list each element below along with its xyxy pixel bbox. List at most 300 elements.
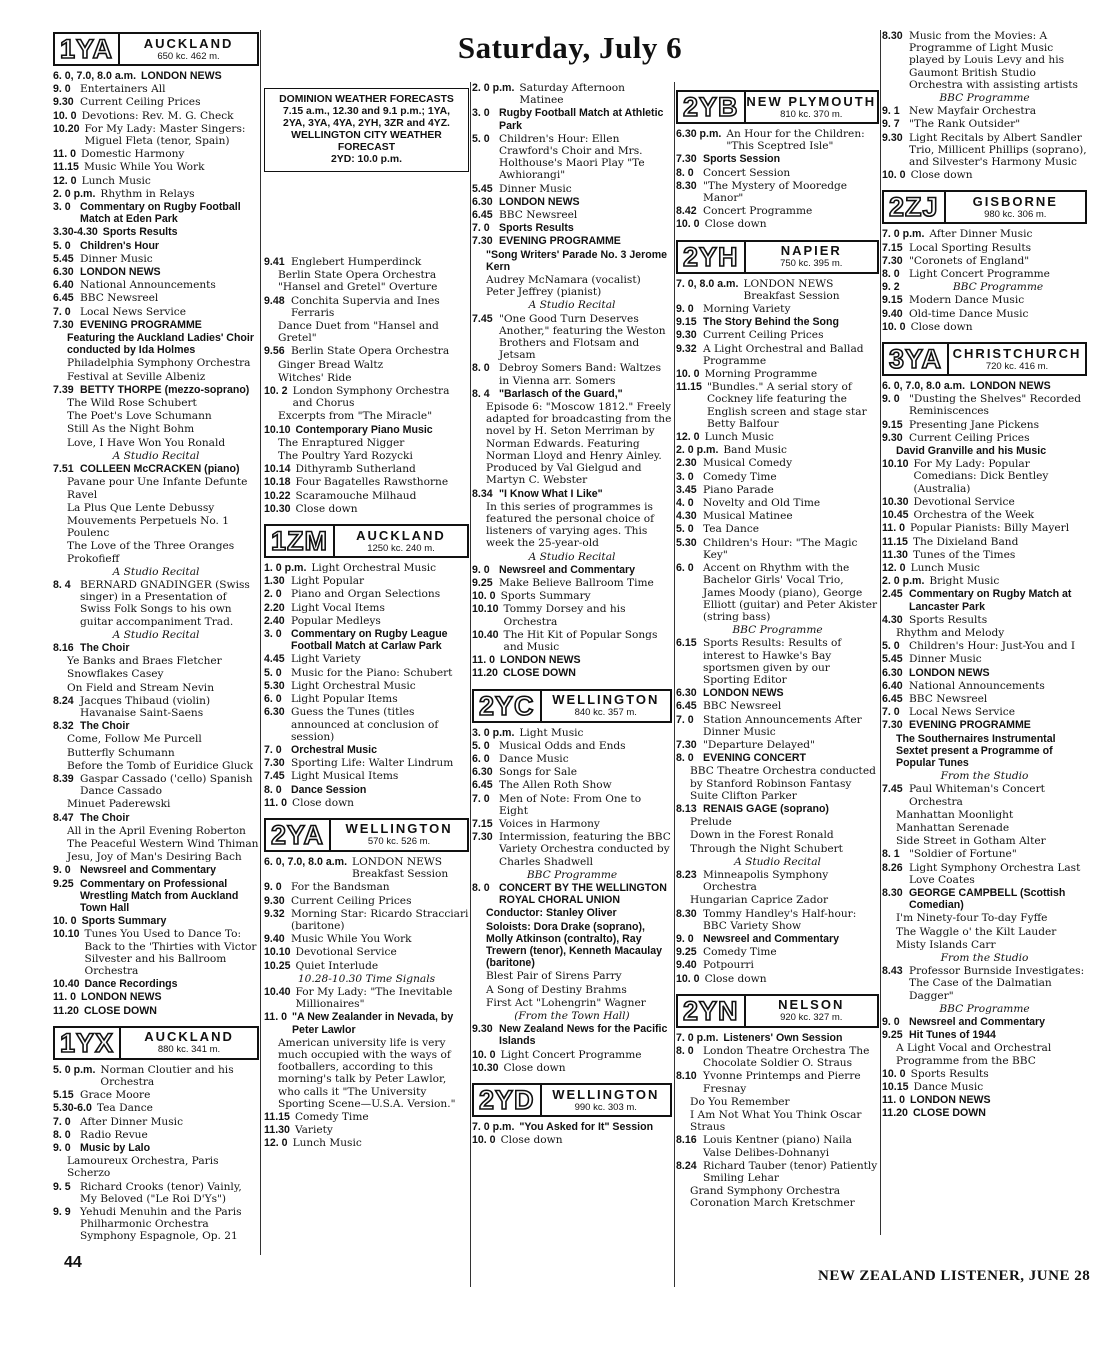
programme-time: 8.47 <box>53 811 74 824</box>
programme-title: Musical Odds and Ends <box>499 739 626 752</box>
programme-time: 2. 0 p.m. <box>882 575 925 588</box>
programme-title: Berlin State Opera Orchestra <box>291 345 450 358</box>
column-divider <box>470 82 471 1287</box>
programme-entry <box>472 590 672 602</box>
station-frequency: 650 kc. 462 m. <box>157 50 220 62</box>
column-1 <box>53 30 259 1260</box>
programme-title: Light Popular Items <box>291 693 398 706</box>
programme-title: Scaramouche Milhaud <box>295 489 417 502</box>
programme-entry <box>676 316 879 328</box>
programme-time: 11. 0 <box>882 522 905 535</box>
programme-time: 6. 0, 7.0, 8.0 a.m. <box>264 855 348 868</box>
station-callsign: 1ZM <box>266 526 335 556</box>
programme-time: 7.30 <box>53 318 74 331</box>
programme-entry <box>472 793 672 817</box>
programme-title: Debroy Somers Band: Waltzes in Vienna arr. Somers <box>499 362 662 387</box>
weather-line: DOMINION WEATHER FORECASTS <box>279 94 454 105</box>
programme-title: Saturday Afternoon Matinee <box>519 82 625 107</box>
programme-entry <box>264 359 469 371</box>
programme-entry <box>676 869 879 893</box>
programme-entry <box>676 687 879 699</box>
programme-entry <box>882 783 1087 807</box>
programme-entry <box>264 320 469 344</box>
programme-time: 9. 9 <box>53 1206 71 1219</box>
programme-time: 10. 0 <box>676 368 700 381</box>
programme-entry <box>882 912 1087 924</box>
programme-entry <box>472 299 672 311</box>
programme-title: BERNARD GNADINGER (Swiss singer) in a Presentation of Swiss Folk Songs to his own guitar accompaniment Trad. <box>80 578 250 628</box>
programme-title: EVENING PROGRAMME <box>499 235 621 248</box>
station-header <box>264 524 469 558</box>
programme-entry <box>676 973 879 985</box>
programme-entry <box>264 1111 469 1123</box>
programme-entry <box>264 490 469 502</box>
programme-time: 9. 0 <box>53 1142 71 1155</box>
programme-time: 6. 0 <box>472 752 490 765</box>
programme-entry <box>882 1029 1087 1041</box>
programme-entry <box>882 432 1087 444</box>
programme-title: EVENING CONCERT <box>703 752 807 765</box>
programme-title: Concert Session <box>703 166 791 179</box>
programme-time: 6.30 <box>882 666 903 679</box>
programme-entry <box>472 362 672 386</box>
programme-time: 3.45 <box>676 483 697 496</box>
programme-entry <box>676 562 879 623</box>
programme-entry <box>264 372 469 384</box>
programme-time: 8.24 <box>676 1159 697 1172</box>
programme-time: 8.26 <box>882 861 903 874</box>
programme-time: 6.30 <box>53 266 74 279</box>
programme-title: The Story Behind the Song <box>703 316 839 329</box>
programme-entry <box>472 1049 672 1061</box>
programme-title: National Announcements <box>909 679 1045 692</box>
column-4 <box>676 88 879 1238</box>
programme-entry <box>882 496 1087 508</box>
programme-time: 7.30 <box>882 719 903 732</box>
programme-time: 9.25 <box>53 877 74 890</box>
programme-title: Mouvements Perpetuels No. 1 Poulenc <box>67 514 230 540</box>
station-city: WELLINGTON <box>345 821 453 837</box>
programme-time: 9. 2 <box>882 281 900 294</box>
programme-entry <box>53 655 259 667</box>
programme-title: Lunch Music <box>81 174 151 187</box>
programme-entry <box>264 463 469 475</box>
programme-title: Music for the Piano: Schubert <box>291 666 453 679</box>
programme-entry <box>882 549 1087 561</box>
programme-entry <box>264 588 469 600</box>
programme-title: Newsreel and Commentary <box>499 563 636 576</box>
programme-entry <box>472 779 672 791</box>
programme-entry <box>472 831 672 868</box>
programme-entry <box>882 255 1087 267</box>
programme-title: CLOSE DOWN <box>502 667 576 680</box>
programme-title: Light Musical Items <box>291 770 399 783</box>
programme-title: Close down <box>704 972 767 985</box>
programme-time: 6.30 <box>676 687 697 700</box>
programme-time: 10. 0 <box>882 320 906 333</box>
programme-title: Butterfly Schumann <box>67 746 175 759</box>
programme-time: 10. 0 <box>53 915 77 928</box>
programme-title: CLOSE DOWN <box>912 1107 986 1120</box>
programme-entry <box>676 1185 879 1209</box>
programme-entry <box>53 878 259 915</box>
programme-entry <box>882 848 1087 860</box>
programme-title: Sports Results <box>909 613 988 626</box>
programme-entry <box>882 706 1087 718</box>
programme-title: A Studio Recital <box>112 565 200 578</box>
programme-entry <box>53 629 259 641</box>
programme-entry <box>472 196 672 208</box>
programme-time: 10.30 <box>472 1061 499 1074</box>
station-section-1ya <box>53 32 259 1017</box>
programme-entry <box>472 869 672 881</box>
programme-title: Band Music <box>723 444 787 457</box>
programme-entry <box>53 371 259 383</box>
station-info <box>949 344 1085 374</box>
programme-entry <box>882 627 1087 639</box>
programme-entry <box>882 926 1087 938</box>
programme-title: LONDON NEWS <box>499 195 580 208</box>
programme-time: 9.15 <box>882 294 903 307</box>
programme-entry <box>676 303 879 315</box>
station-header <box>472 1083 672 1117</box>
programme-title: LONDON NEWS <box>970 380 1051 393</box>
programme-entry <box>472 1062 672 1074</box>
programme-title: Old-time Dance Music <box>909 307 1029 320</box>
programme-entry <box>53 864 259 876</box>
programme-time: 8. 0 <box>676 752 694 765</box>
programme-title: Grand Symphony Orchestra Coronation March Kretschmer <box>690 1185 855 1210</box>
programme-entry <box>472 629 672 653</box>
programme-entry <box>676 752 879 764</box>
programme-title: Listeners' Own Session <box>723 1031 843 1044</box>
programme-title: Make Believe Ballroom Time <box>499 576 654 589</box>
programme-time: 8.34 <box>472 487 493 500</box>
programme-time: 10.14 <box>264 463 291 476</box>
programme-time: 6.30 <box>264 706 285 719</box>
programme-entry <box>264 667 469 679</box>
programme-title: Men of Note: From One to Eight <box>499 792 642 817</box>
programme-title: Children's Hour: Ellen Crawford's Choir and Mrs. Holthouse's Maori Play "Te Awhiorangi" <box>499 132 645 182</box>
programme-entry <box>676 624 879 636</box>
programme-time: 7. 0 <box>53 1115 71 1128</box>
programme-entry <box>53 437 259 449</box>
programme-title: Lunch Music <box>292 1137 362 1150</box>
programme-time: 11. 0 <box>53 148 76 161</box>
programme-title: Four Bagatelles Rawsthorne <box>295 476 449 489</box>
programme-entry <box>472 921 672 970</box>
station-city: WELLINGTON <box>552 692 660 708</box>
programme-title: An Hour for the Children: "This Sceptred Isle" <box>726 128 865 153</box>
programme-title: Music from the Movies: A Programme of Light Music played by Louis Levy and his Gaumont British Studio Orchestra with assisting artists <box>909 30 1078 91</box>
programme-time: 3. 0 <box>264 628 282 641</box>
programme-title: GEORGE CAMPBELL (Scottish Comedian) <box>909 886 1066 912</box>
programme-time: 8.23 <box>676 868 697 881</box>
programme-title: Light Orchestral Music <box>311 562 437 575</box>
programme-entry <box>676 368 879 380</box>
programme-entry <box>676 1032 879 1044</box>
programme-time: 8.16 <box>676 1134 697 1147</box>
programme-title: Professor Burnside Investigates: The Case of the Dalmatian Dagger" <box>909 965 1085 1002</box>
programme-entry <box>676 537 879 561</box>
programme-time: 10.10 <box>882 458 909 471</box>
programme-title: For the Bandsman <box>291 881 390 894</box>
station-section-2yc <box>472 689 672 1074</box>
programme-title: The Choir <box>80 720 130 733</box>
programme-time: 6.45 <box>53 292 74 305</box>
station-section-1zm <box>264 524 469 809</box>
programme-title: Songs for Sale <box>499 766 578 779</box>
programme-time: 6.30 <box>472 766 493 779</box>
programme-title: Ginger Bread Waltz <box>278 358 384 371</box>
programme-title: Jacques Thibaud (violin) Havanaise Saint-Saens <box>80 694 211 719</box>
programme-time: 6. 0 <box>676 562 694 575</box>
programme-time: 5.30 <box>676 536 697 549</box>
programme-title: BBC Programme <box>939 92 1030 105</box>
station-info <box>746 242 877 272</box>
programme-time: 8.30 <box>676 179 697 192</box>
programme-time: 5. 0 <box>472 132 490 145</box>
programme-title: Dinner Music <box>499 182 572 195</box>
programme-entry <box>264 757 469 769</box>
programme-entry <box>472 388 672 400</box>
programme-time: 9.40 <box>264 933 285 946</box>
programme-title: LONDON NEWS <box>909 1094 991 1107</box>
page-number: 44 <box>64 1254 82 1271</box>
programme-entry <box>53 978 259 990</box>
programme-entry <box>472 1023 672 1047</box>
programme-entry <box>264 908 469 932</box>
station-callsign: 2YC <box>474 691 542 721</box>
programme-entry <box>53 240 259 252</box>
programme-title: Tea Dance <box>96 1102 153 1115</box>
programme-title: "I Know What I Like" <box>499 487 603 500</box>
programme-time: 8.43 <box>882 965 903 978</box>
programme-title: From the Studio <box>940 770 1029 783</box>
programme-entry <box>676 1070 879 1094</box>
programme-time: 11.15 <box>676 381 702 394</box>
programme-entry <box>53 1129 259 1141</box>
programme-title: Down in the Forest Ronald <box>690 829 834 842</box>
programme-entry <box>472 970 672 982</box>
programme-time: 6.45 <box>882 692 903 705</box>
programme-entry <box>472 401 672 486</box>
programme-entry <box>53 1064 259 1088</box>
programme-time: 5. 0 <box>53 239 71 252</box>
programme-time: 9.41 <box>264 256 285 268</box>
programme-entry <box>882 640 1087 652</box>
programme-entry <box>264 385 469 409</box>
programme-time: 6.15 <box>676 637 697 650</box>
programme-entry <box>264 653 469 665</box>
section-2ya-afternoon <box>472 82 672 680</box>
programme-time: 9. 5 <box>53 1180 71 1193</box>
programme-time: 10. 0 <box>676 218 700 231</box>
programme-title: Dance Session <box>291 783 367 796</box>
programme-entry <box>53 1155 259 1179</box>
station-section-2yb <box>676 90 879 231</box>
programme-time: 6.45 <box>676 700 697 713</box>
programme-time: 7.30 <box>882 254 903 267</box>
programme-time: 7.30 <box>472 831 493 844</box>
programme-time: 5.30-6.0 <box>53 1102 92 1115</box>
programme-entry <box>53 825 259 837</box>
programme-time: 8.32 <box>53 720 74 733</box>
programme-title: Intermission, featuring the BBC Variety Orchestra conducted by Charles Shadwell <box>499 831 671 868</box>
programme-entry <box>53 397 259 409</box>
programme-title: Comedy Time <box>703 470 777 483</box>
weather-forecast-box <box>264 88 469 172</box>
programme-title: Dance Duet from "Hansel and Gretel" <box>278 320 439 345</box>
programme-time: 7.15 <box>472 817 493 830</box>
programme-entry <box>53 1142 259 1154</box>
programme-time: 7. 0 <box>53 305 71 318</box>
programme-time: 9.30 <box>676 329 697 342</box>
programme-title: Current Ceiling Prices <box>909 431 1030 444</box>
programme-time: 6.30 <box>472 195 493 208</box>
programme-entry <box>472 501 672 550</box>
programme-entry <box>676 959 879 971</box>
programme-entry <box>53 96 259 108</box>
programme-time: 7. 0 <box>882 706 900 719</box>
programme-title: A Studio Recital <box>528 550 616 563</box>
programme-time: 9. 0 <box>882 393 900 406</box>
programme-entry <box>53 720 259 732</box>
programme-entry <box>264 1037 469 1110</box>
programme-title: Orchestral Music <box>291 743 377 756</box>
programme-time: 5.45 <box>53 252 74 265</box>
station-info <box>946 192 1085 222</box>
programme-title: Potpourri <box>703 959 754 972</box>
programme-time: 7.30 <box>472 235 493 248</box>
programme-time: 9.32 <box>264 907 285 920</box>
programme-entry <box>882 321 1087 333</box>
programme-entry <box>264 628 469 652</box>
programme-entry <box>676 1160 879 1184</box>
programme-title: "Dusting the Shelves" Recorded Reminiscences <box>909 393 1082 418</box>
programme-entry <box>676 471 879 483</box>
programme-title: The Love of the Three Oranges Prokofieff <box>67 540 235 565</box>
programme-title: The Wild Rose Schubert <box>67 397 197 410</box>
programme-entry <box>53 747 259 759</box>
station-header <box>882 342 1087 376</box>
programme-time: 5. 0 <box>882 640 900 653</box>
programme-title: "You Asked for It" Session <box>519 1121 654 1134</box>
programme-title: The Peaceful Western Wind Thiman <box>67 837 259 850</box>
programme-time: 8.30 <box>882 886 903 899</box>
programme-title: Devotional Service <box>295 946 397 959</box>
programme-title: Devotional Service <box>913 495 1015 508</box>
programme-time: 9. 0 <box>676 303 694 316</box>
programme-entry <box>882 667 1087 679</box>
programme-entry <box>472 766 672 778</box>
programme-title: London Theatre Orchestra The Chocolate Soldier O. Straus <box>703 1045 870 1070</box>
programme-time: 7.45 <box>882 783 903 796</box>
programme-time: 12. 0 <box>676 431 700 444</box>
programme-time: 8. 0 <box>676 1045 694 1057</box>
programme-title: COLLEEN McCRACKEN (piano) <box>80 463 240 476</box>
station-frequency: 980 kc. 306 m. <box>984 208 1047 220</box>
programme-entry <box>53 201 259 225</box>
station-city: GISBORNE <box>972 193 1058 209</box>
station-frequency: 720 kc. 416 m. <box>985 360 1049 372</box>
programme-title: The Dixieland Band <box>912 535 1019 548</box>
programme-title: Contemporary Piano Music <box>295 423 433 436</box>
programme-time: 7.30 <box>676 738 697 751</box>
programme-time: 10. 2 <box>264 385 288 398</box>
programme-entry <box>882 380 1087 392</box>
programme-title: The Allen Roth Show <box>499 779 612 792</box>
programme-title: Modern Dance Music <box>909 294 1025 307</box>
programme-entry <box>472 249 672 273</box>
programme-title: Light Recitals by Albert Sandler Trio, Millicent Phillips (soprano), and Silvester's Harmony Music <box>909 131 1087 169</box>
programme-entry <box>53 161 259 173</box>
programme-title: Newsreel and Commentary <box>703 932 840 945</box>
programme-title: A Studio Recital <box>528 299 616 312</box>
programme-title: Lunch Music <box>704 431 774 444</box>
programme-time: 10.30 <box>264 502 291 515</box>
programme-entry <box>882 693 1087 705</box>
programme-title: A Studio Recital <box>112 628 200 641</box>
programme-entry <box>882 281 1087 293</box>
programme-entry <box>53 915 259 927</box>
programme-time: 11. 0 <box>264 1011 287 1024</box>
programme-title: Comedy Time <box>703 946 777 959</box>
programme-title: Morning Star: Ricardo Stracciari (baritone) <box>291 907 469 932</box>
programme-title: Through the Night Schubert <box>690 842 843 855</box>
column-divider <box>880 30 881 1235</box>
programme-title: LONDON NEWS Breakfast Session <box>352 855 449 881</box>
programme-title: A Light Vocal and Orchestral Programme from the BBC <box>896 1042 1052 1067</box>
station-header <box>882 190 1087 224</box>
programme-time: 9. 0 <box>882 1016 900 1029</box>
programme-time: 9. 1 <box>882 105 900 118</box>
programme-time: 5. 0 <box>676 523 694 536</box>
station-section-2yd <box>472 1083 672 1146</box>
programme-entry <box>676 167 879 179</box>
programme-title: LONDON NEWS <box>703 687 784 700</box>
programme-entry <box>53 838 259 850</box>
programme-entry <box>264 706 469 743</box>
programme-time: 10.25 <box>264 959 291 972</box>
programme-title: Piano and Organ Selections <box>291 588 441 601</box>
programme-title: Norman Cloutier and his Orchestra <box>100 1063 234 1089</box>
programme-time: 5. 0 <box>264 666 282 679</box>
programme-entry <box>676 431 879 443</box>
programme-time: 10. 0 <box>53 109 77 122</box>
programme-entry <box>676 1045 879 1069</box>
programme-entry <box>676 1109 879 1133</box>
programme-title: Presenting Jane Pickens <box>909 418 1040 431</box>
programme-time: 10. 0 <box>676 972 700 985</box>
programme-title: Piano Parade <box>703 483 774 496</box>
programme-title: Tommy Dorsey and his Orchestra <box>503 603 626 628</box>
programme-time: 10. 0 <box>882 169 906 182</box>
programme-title: "The Rank Outsider" <box>909 118 1021 131</box>
programme-title: David Granville and his Music <box>896 445 1047 458</box>
station-city: NEW PLYMOUTH <box>746 93 877 109</box>
station-section-2zj <box>882 190 1087 333</box>
programme-entry <box>882 242 1087 254</box>
station-callsign: 2YD <box>474 1085 542 1115</box>
programme-time: 9.40 <box>676 959 697 972</box>
programme-title: Before the Tomb of Euridice Gluck <box>67 759 254 772</box>
section-2ya-continued <box>264 256 469 515</box>
programme-entry <box>264 424 469 436</box>
station-section-2ya <box>264 818 469 1150</box>
programme-entry <box>472 222 672 234</box>
programme-entry <box>676 856 879 868</box>
